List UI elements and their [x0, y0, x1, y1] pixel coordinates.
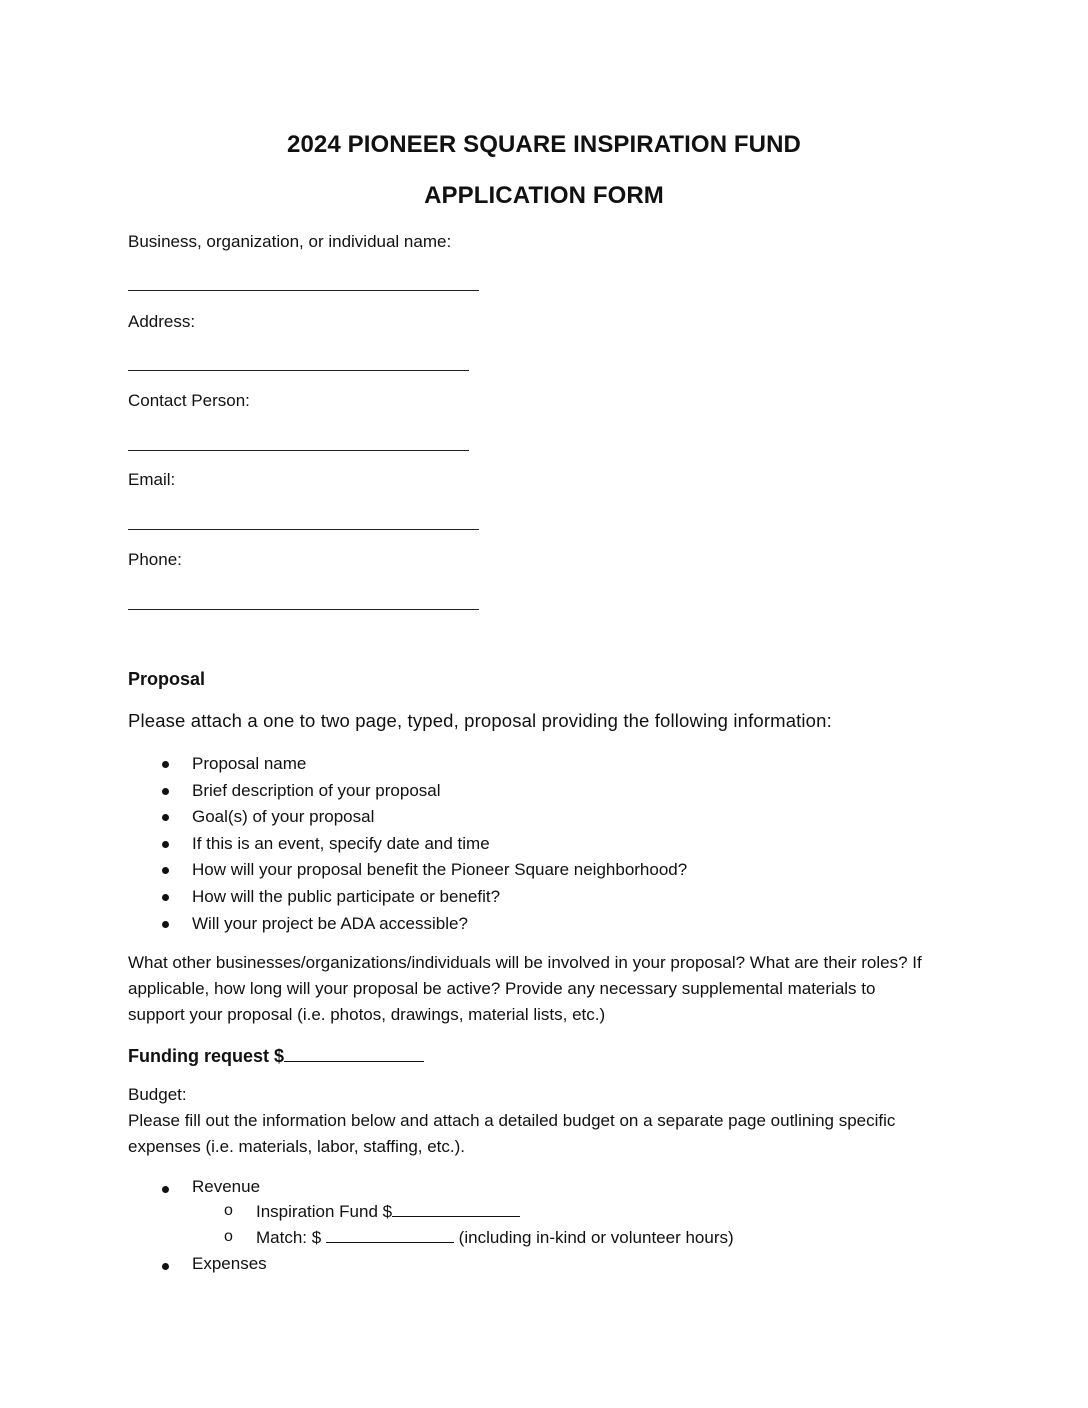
address-label: Address: [128, 312, 196, 331]
inspiration-fund-label: Inspiration Fund $ [256, 1202, 393, 1221]
proposal-followup-text: What other businesses/organizations/individuals will be involved in your proposal? What are their roles? If applicable, how long will your proposal be active? Provide any necessary supplemental materials to support your proposal (i.e. photos, drawings, material lists, etc.) [128, 953, 922, 1024]
list-item: How will the public participate or benefit? [128, 884, 687, 911]
circle-bullet-icon: o [224, 1228, 233, 1245]
bullet-icon [162, 867, 169, 874]
list-item: Brief description of your proposal [128, 778, 687, 805]
phone-line[interactable] [128, 609, 479, 610]
funding-request-blank[interactable] [284, 1043, 424, 1062]
address-line[interactable] [128, 370, 469, 371]
proposal-intro: Please attach a one to two page, typed, proposal providing the following information: [128, 710, 832, 731]
circle-bullet-icon: o [224, 1202, 233, 1219]
bullet-icon [162, 1263, 169, 1270]
contact-person-label: Contact Person: [128, 391, 250, 410]
business-name-label: Business, organization, or individual name: [128, 232, 452, 251]
revenue-label: Revenue [192, 1177, 261, 1196]
bullet-icon [162, 1186, 169, 1193]
bullet-icon [162, 921, 169, 928]
list-item: If this is an event, specify date and time [128, 831, 687, 858]
budget-instructions: Please fill out the information below and attach a detailed budget on a separate page outlining specific expenses (i.e. materials, labor, staffing, etc.). [128, 1111, 896, 1156]
list-item: Proposal name [128, 751, 687, 778]
list-item: Goal(s) of your proposal [128, 804, 687, 831]
expenses-label: Expenses [192, 1254, 267, 1273]
proposal-heading: Proposal [128, 669, 206, 689]
email-label: Email: [128, 470, 176, 489]
list-item: Will your project be ADA accessible? [128, 911, 687, 938]
bullet-icon [162, 761, 169, 768]
budget-label: Budget: [128, 1085, 187, 1104]
bullet-icon [162, 841, 169, 848]
document-subtitle: APPLICATION FORM [424, 182, 664, 209]
document-title: 2024 PIONEER SQUARE INSPIRATION FUND [287, 131, 801, 158]
bullet-icon [162, 788, 169, 795]
business-name-line[interactable] [128, 290, 479, 291]
inspiration-fund-blank[interactable] [392, 1202, 520, 1217]
list-item: How will your proposal benefit the Pioneer Square neighborhood? [128, 857, 687, 884]
contact-person-line[interactable] [128, 450, 469, 451]
proposal-requirements-list [128, 751, 687, 937]
funding-request-label: Funding request $ [128, 1046, 285, 1066]
bullet-icon [162, 814, 169, 821]
match-label: Match: $ [256, 1228, 322, 1247]
match-note: (including in-kind or volunteer hours) [458, 1228, 734, 1247]
match-blank[interactable] [326, 1228, 454, 1243]
funding-request [128, 1043, 424, 1067]
email-line[interactable] [128, 529, 479, 530]
bullet-icon [162, 894, 169, 901]
phone-label: Phone: [128, 550, 182, 569]
